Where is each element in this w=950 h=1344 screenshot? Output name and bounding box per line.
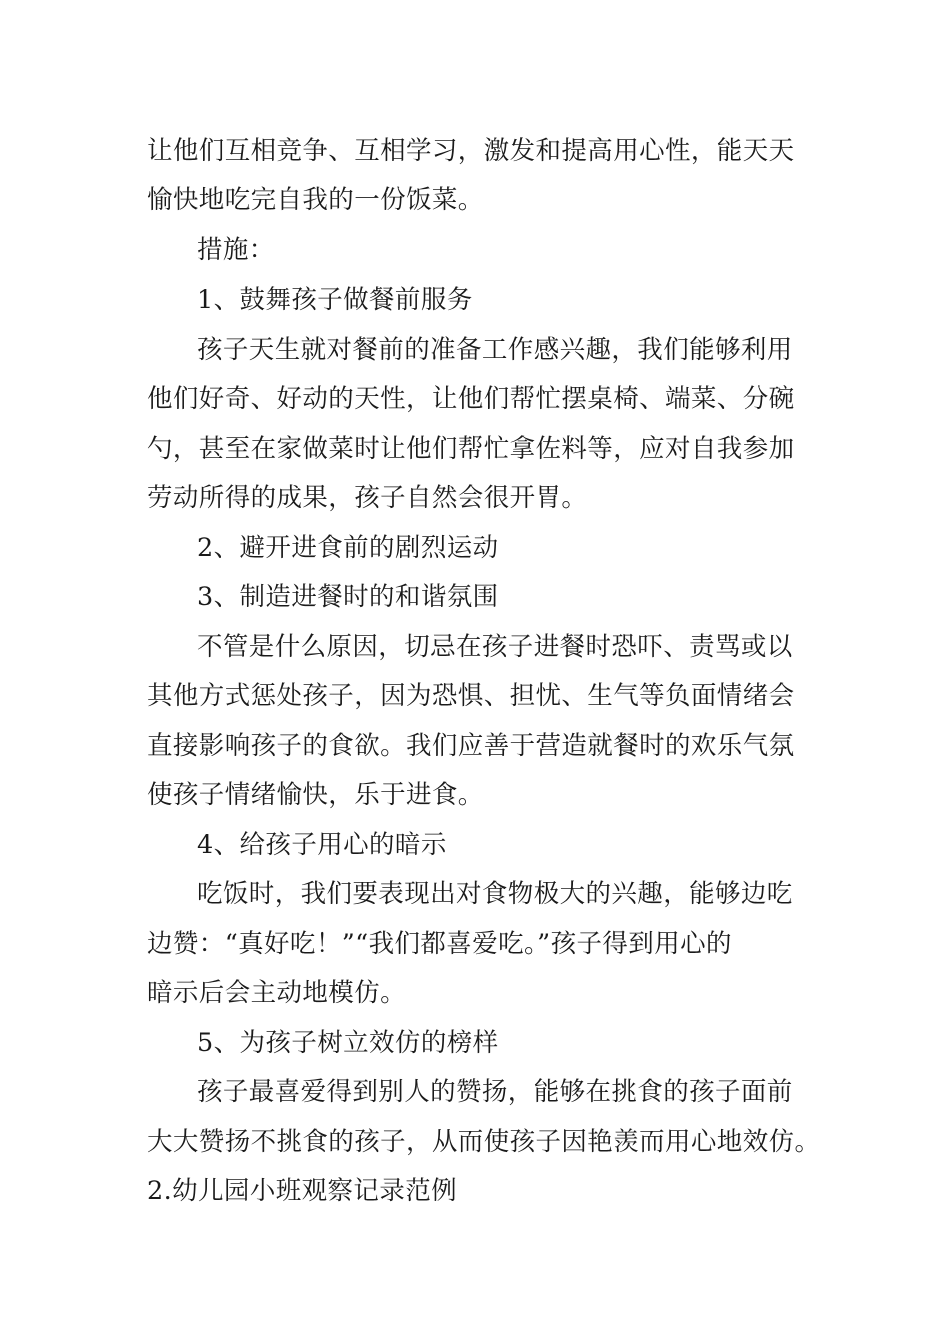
list-item-heading: 5、为孩子树立效仿的榜样 (197, 1028, 499, 1058)
paragraph-line: 使孩子情绪愉快，乐于进食。 (147, 780, 484, 810)
list-item-heading: 4、给孩子用心的暗示 (197, 830, 447, 860)
paragraph-line: 其他方式惩处孩子，因为恐惧、担忧、生气等负面情绪会 (147, 681, 795, 711)
list-item-heading: 2、避开进食前的剧烈运动 (197, 533, 499, 563)
section-heading: 2.幼儿园小班观察记录范例 (147, 1176, 458, 1206)
paragraph-line: 暗示后会主动地模仿。 (147, 978, 407, 1008)
section-label: 措施： (197, 235, 275, 265)
list-item-heading: 3、制造进餐时的和谐氛围 (197, 582, 499, 612)
paragraph-line: 劳动所得的成果，孩子自然会很开胃。 (147, 483, 588, 513)
paragraph-line: 让他们互相竞争、互相学习，激发和提高用心性，能天天 (147, 136, 795, 166)
paragraph-line: 不管是什么原因，切忌在孩子进餐时恐吓、责骂或以 (197, 632, 793, 662)
paragraph-line: 勺，甚至在家做菜时让他们帮忙拿佐料等，应对自我参加 (147, 434, 795, 464)
paragraph-line: 孩子最喜爱得到别人的赞扬，能够在挑食的孩子面前 (197, 1077, 793, 1107)
paragraph-line: 他们好奇、好动的天性，让他们帮忙摆桌椅、端菜、分碗 (147, 384, 795, 414)
list-item-heading: 1、鼓舞孩子做餐前服务 (197, 285, 473, 315)
paragraph-line: 孩子天生就对餐前的准备工作感兴趣，我们能够利用 (197, 335, 793, 365)
paragraph-line: 边赞：“真好吃！”“我们都喜爱吃。”孩子得到用心的 (147, 929, 732, 959)
paragraph-line: 直接影响孩子的食欲。我们应善于营造就餐时的欢乐气氛 (147, 731, 795, 761)
paragraph-line: 大大赞扬不挑食的孩子，从而使孩子因艳羡而用心地效仿。 (147, 1127, 821, 1157)
paragraph-line: 愉快地吃完自我的一份饭菜。 (147, 185, 484, 215)
paragraph-line: 吃饭时，我们要表现出对食物极大的兴趣，能够边吃 (197, 879, 793, 909)
